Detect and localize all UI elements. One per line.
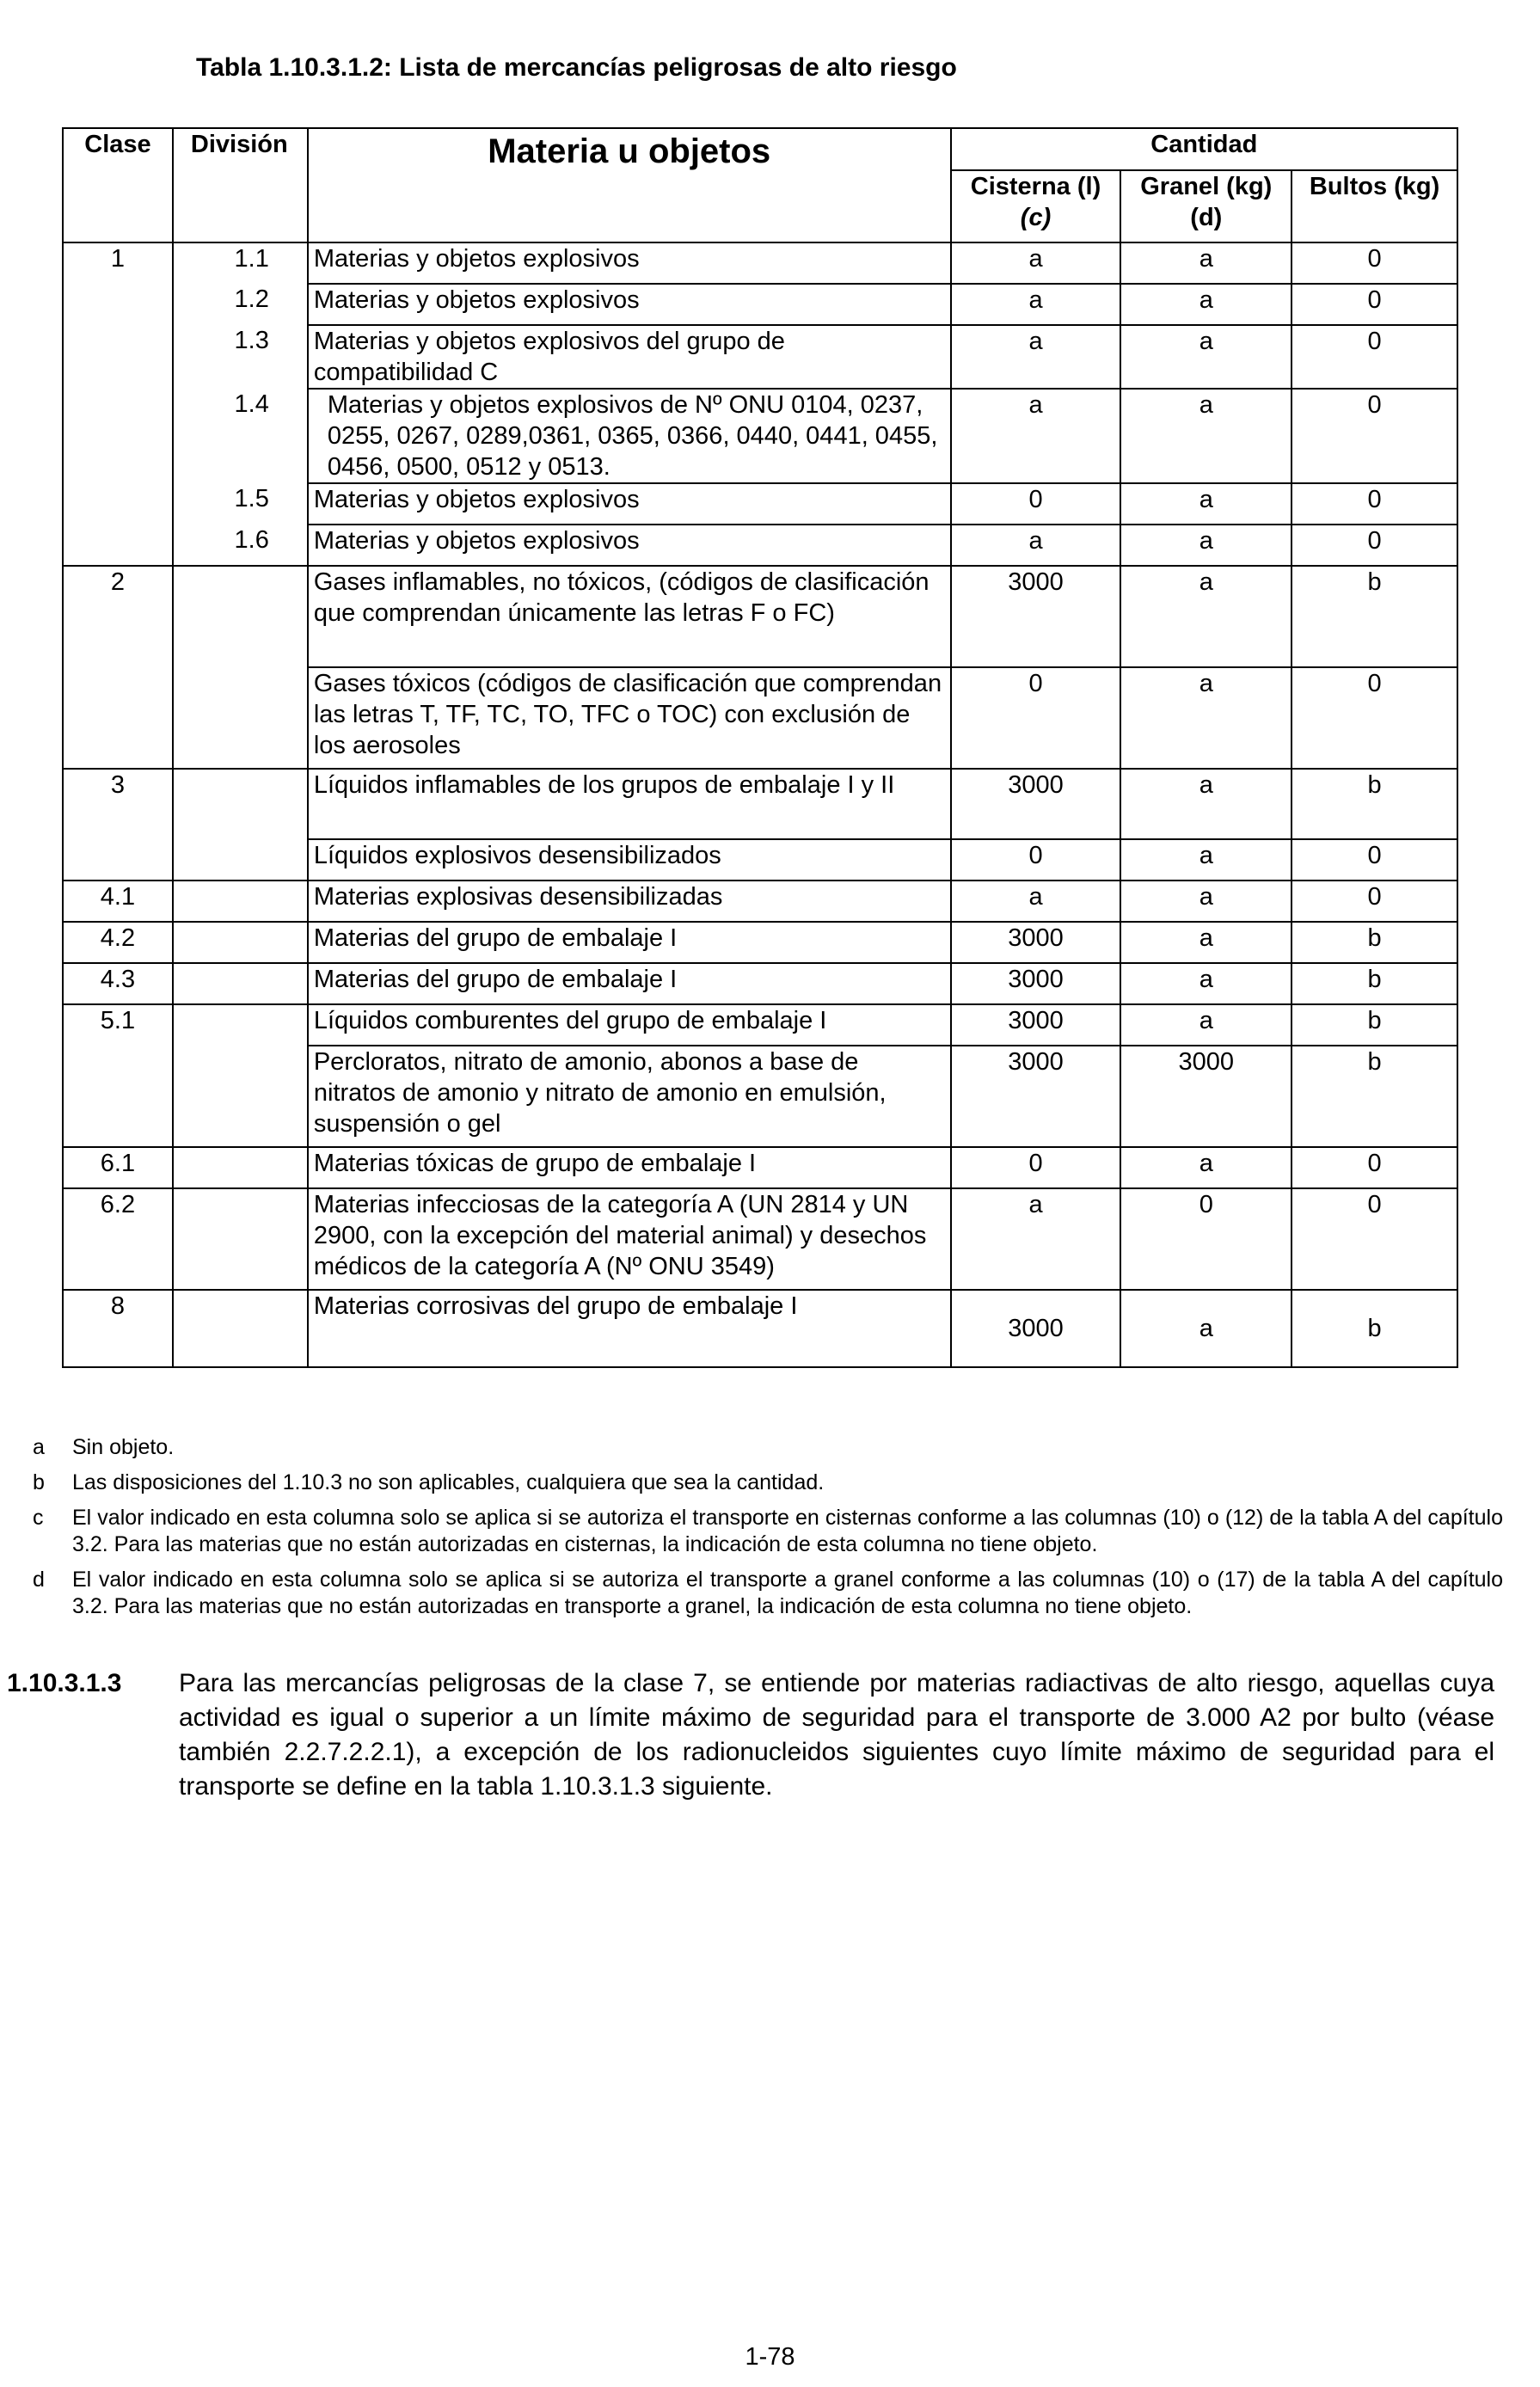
table-row: [63, 242, 1457, 284]
cell-clase: 3: [63, 769, 173, 839]
footnote-text: El valor indicado en esta columna solo se aplica si se autoriza el transporte en cisternas conforme a las columnas (10) o (12) de la tabla A del capítulo 3.2. Para las materias que no están autorizadas en cisternas, la indicación de esta columna no tiene objeto.: [72, 1506, 1503, 1556]
cell-clase: 1: [63, 242, 173, 284]
cell-granel: a: [1120, 284, 1292, 325]
header-row-1: [63, 128, 1457, 170]
cell-bultos: 0: [1292, 1188, 1457, 1290]
table-row: [63, 525, 1457, 566]
table-row: [63, 389, 1457, 483]
cell-clase: [63, 284, 173, 325]
cell-materia: Materias y objetos explosivos de Nº ONU 0104, 0237, 0255, 0267, 0289,0361, 0365, 0366, 0440, 0441, 0455, 0456, 0500, 0512 y 0513.: [308, 389, 951, 483]
table-row: [63, 1004, 1457, 1046]
cell-granel: a: [1120, 963, 1292, 1004]
header-division: División: [173, 128, 308, 242]
cell-granel: a: [1120, 1290, 1292, 1367]
cell-cisterna: 0: [951, 483, 1121, 525]
footnote: [33, 1470, 1503, 1496]
cell-granel: a: [1120, 1147, 1292, 1188]
cell-materia: Percloratos, nitrato de amonio, abonos a base de nitratos de amonio y nitrato de amonio en emulsión, suspensión o gel: [308, 1046, 951, 1147]
cell-cisterna: 3000: [951, 922, 1121, 963]
cell-bultos: b: [1292, 1004, 1457, 1046]
cell-granel: a: [1120, 242, 1292, 284]
footnote-text: El valor indicado en esta columna solo se aplica si se autoriza el transporte a granel conforme a las columnas (10) o (17) de la tabla A del capítulo 3.2. Para las materias que no están autorizadas en transporte a granel, la indicación de esta columna no tiene objeto.: [72, 1568, 1503, 1618]
cell-granel: 0: [1120, 1188, 1292, 1290]
cell-materia: Materias del grupo de embalaje I: [308, 963, 951, 1004]
footnote-text: Las disposiciones del 1.10.3 no son aplicables, cualquiera que sea la cantidad.: [72, 1470, 825, 1494]
table-row: [63, 566, 1457, 667]
cell-cisterna: 3000: [951, 1046, 1121, 1147]
header-cisterna-note: (c): [1020, 204, 1052, 231]
cell-division: [173, 922, 308, 963]
paragraph-text: Para las mercancías peligrosas de la clase 7, se entiende por materias radiactivas de alto riesgo, aquellas cuya actividad es igual o superior a un límite máximo de seguridad para el transporte de 3.000 A2 por bulto (véase también 2.2.7.2.2.1), a excepción de los radionucleidos siguientes cuyo límite máximo de seguridad para el transporte se define en la tabla 1.10.3.1.3 siguiente.: [179, 1669, 1494, 1801]
cell-cisterna: 0: [951, 839, 1121, 881]
cell-cisterna: a: [951, 389, 1121, 483]
cell-division: [173, 667, 308, 769]
cell-cisterna: 3000: [951, 566, 1121, 667]
cell-clase: 2: [63, 566, 173, 667]
cell-division: [173, 1188, 308, 1290]
cell-division: 1.2: [173, 284, 308, 325]
cell-division: [173, 839, 308, 881]
cell-materia: Materias y objetos explosivos: [308, 284, 951, 325]
header-cantidad: Cantidad: [951, 128, 1457, 170]
cell-cisterna: 3000: [951, 1004, 1121, 1046]
header-granel-label: Granel (kg): [1140, 173, 1273, 200]
cell-bultos: 0: [1292, 839, 1457, 881]
cell-materia: Líquidos comburentes del grupo de embalaje I: [308, 1004, 951, 1046]
cell-division: [173, 769, 308, 839]
cell-materia: Gases tóxicos (códigos de clasificación que comprendan las letras T, TF, TC, TO, TFC o TOC) con exclusión de los aerosoles: [308, 667, 951, 769]
cell-materia: Materias y objetos explosivos: [308, 525, 951, 566]
cell-cisterna: 0: [951, 1147, 1121, 1188]
footnote-key: a: [33, 1435, 45, 1459]
cell-clase: [63, 839, 173, 881]
dangerous-goods-table: [62, 127, 1458, 1368]
footnote: [33, 1567, 1503, 1620]
header-materia: Materia u objetos: [308, 128, 951, 242]
paragraph-1-10-3-1-3: [7, 1666, 1494, 1804]
header-cisterna: [951, 170, 1121, 242]
table-title: Tabla 1.10.3.1.2: Lista de mercancías peligrosas de alto riesgo: [196, 53, 957, 82]
cell-division: 1.3: [173, 325, 308, 389]
cell-clase: 5.1: [63, 1004, 173, 1046]
table-row: [63, 922, 1457, 963]
cell-bultos: 0: [1292, 242, 1457, 284]
cell-materia: Materias y objetos explosivos del grupo de compatibilidad C: [308, 325, 951, 389]
table-row: [63, 769, 1457, 839]
table-row: [63, 483, 1457, 525]
cell-materia: Líquidos explosivos desensibilizados: [308, 839, 951, 881]
footnote-key: d: [33, 1568, 45, 1592]
cell-granel: a: [1120, 325, 1292, 389]
cell-bultos: 0: [1292, 325, 1457, 389]
cell-granel: a: [1120, 922, 1292, 963]
cell-cisterna: 0: [951, 667, 1121, 769]
cell-bultos: 0: [1292, 1147, 1457, 1188]
cell-bultos: b: [1292, 769, 1457, 839]
cell-division: [173, 1290, 308, 1367]
cell-clase: 6.1: [63, 1147, 173, 1188]
table-row: [63, 667, 1457, 769]
cell-granel: a: [1120, 525, 1292, 566]
cell-cisterna: a: [951, 284, 1121, 325]
cell-granel: a: [1120, 483, 1292, 525]
cell-division: [173, 566, 308, 667]
paragraph-number: 1.10.3.1.3: [7, 1669, 122, 1697]
cell-division: 1.1: [173, 242, 308, 284]
cell-cisterna: a: [951, 1188, 1121, 1290]
cell-cisterna: a: [951, 525, 1121, 566]
cell-granel: a: [1120, 769, 1292, 839]
cell-clase: 6.2: [63, 1188, 173, 1290]
cell-clase: [63, 1046, 173, 1147]
footnote: [33, 1505, 1503, 1558]
cell-bultos: 0: [1292, 483, 1457, 525]
table-row: [63, 1188, 1457, 1290]
header-granel: [1120, 170, 1292, 242]
cell-granel: a: [1120, 566, 1292, 667]
cell-cisterna: 3000: [951, 769, 1121, 839]
table-row: [63, 1046, 1457, 1147]
table-row: [63, 284, 1457, 325]
footnote-key: c: [33, 1506, 44, 1530]
cell-division: [173, 1147, 308, 1188]
footnote-key: b: [33, 1470, 45, 1494]
table-row: [63, 325, 1457, 389]
cell-division: 1.5: [173, 483, 308, 525]
cell-cisterna: a: [951, 325, 1121, 389]
cell-clase: 4.2: [63, 922, 173, 963]
table-footnotes: [33, 1434, 1503, 1629]
cell-clase: [63, 525, 173, 566]
cell-granel: a: [1120, 667, 1292, 769]
cell-cisterna: a: [951, 881, 1121, 922]
cell-granel: a: [1120, 389, 1292, 483]
cell-clase: [63, 325, 173, 389]
cell-cisterna: 3000: [951, 1290, 1121, 1367]
cell-bultos: 0: [1292, 389, 1457, 483]
table-row: [63, 963, 1457, 1004]
cell-clase: [63, 483, 173, 525]
table-row: [63, 881, 1457, 922]
cell-division: 1.4: [173, 389, 308, 483]
table-row: [63, 839, 1457, 881]
cell-bultos: 0: [1292, 881, 1457, 922]
cell-clase: 8: [63, 1290, 173, 1367]
cell-materia: Líquidos inflamables de los grupos de embalaje I y II: [308, 769, 951, 839]
cell-division: 1.6: [173, 525, 308, 566]
header-clase: Clase: [63, 128, 173, 242]
cell-materia: Materias tóxicas de grupo de embalaje I: [308, 1147, 951, 1188]
cell-granel: a: [1120, 1004, 1292, 1046]
cell-division: [173, 1046, 308, 1147]
cell-cisterna: a: [951, 242, 1121, 284]
cell-division: [173, 881, 308, 922]
cell-cisterna: 3000: [951, 963, 1121, 1004]
cell-granel: a: [1120, 881, 1292, 922]
cell-division: [173, 1004, 308, 1046]
cell-materia: Materias corrosivas del grupo de embalaje I: [308, 1290, 951, 1367]
page-number: 1-78: [745, 2343, 795, 2371]
cell-division: [173, 963, 308, 1004]
cell-granel: a: [1120, 839, 1292, 881]
cell-bultos: b: [1292, 922, 1457, 963]
cell-bultos: b: [1292, 566, 1457, 667]
header-granel-note: (d): [1190, 204, 1223, 231]
footnote: [33, 1434, 1503, 1461]
footnote-text: Sin objeto.: [72, 1435, 175, 1459]
header-bultos: Bultos (kg): [1292, 170, 1457, 242]
cell-granel: 3000: [1120, 1046, 1292, 1147]
cell-materia: Materias infecciosas de la categoría A (UN 2814 y UN 2900, con la excepción del material animal) y desechos médicos de la categoría A (Nº ONU 3549): [308, 1188, 951, 1290]
cell-clase: 4.3: [63, 963, 173, 1004]
cell-bultos: b: [1292, 1046, 1457, 1147]
cell-bultos: 0: [1292, 667, 1457, 769]
cell-materia: Gases inflamables, no tóxicos, (códigos de clasificación que comprendan únicamente las letras F o FC): [308, 566, 951, 667]
cell-materia: Materias y objetos explosivos: [308, 242, 951, 284]
cell-bultos: 0: [1292, 525, 1457, 566]
table-row: [63, 1290, 1457, 1367]
cell-clase: [63, 667, 173, 769]
cell-materia: Materias explosivas desensibilizadas: [308, 881, 951, 922]
cell-materia: Materias del grupo de embalaje I: [308, 922, 951, 963]
header-cisterna-label: Cisterna (l): [970, 173, 1101, 200]
cell-bultos: b: [1292, 1290, 1457, 1367]
table-row: [63, 1147, 1457, 1188]
cell-clase: 4.1: [63, 881, 173, 922]
cell-bultos: 0: [1292, 284, 1457, 325]
cell-clase: [63, 389, 173, 483]
cell-bultos: b: [1292, 963, 1457, 1004]
cell-materia: Materias y objetos explosivos: [308, 483, 951, 525]
